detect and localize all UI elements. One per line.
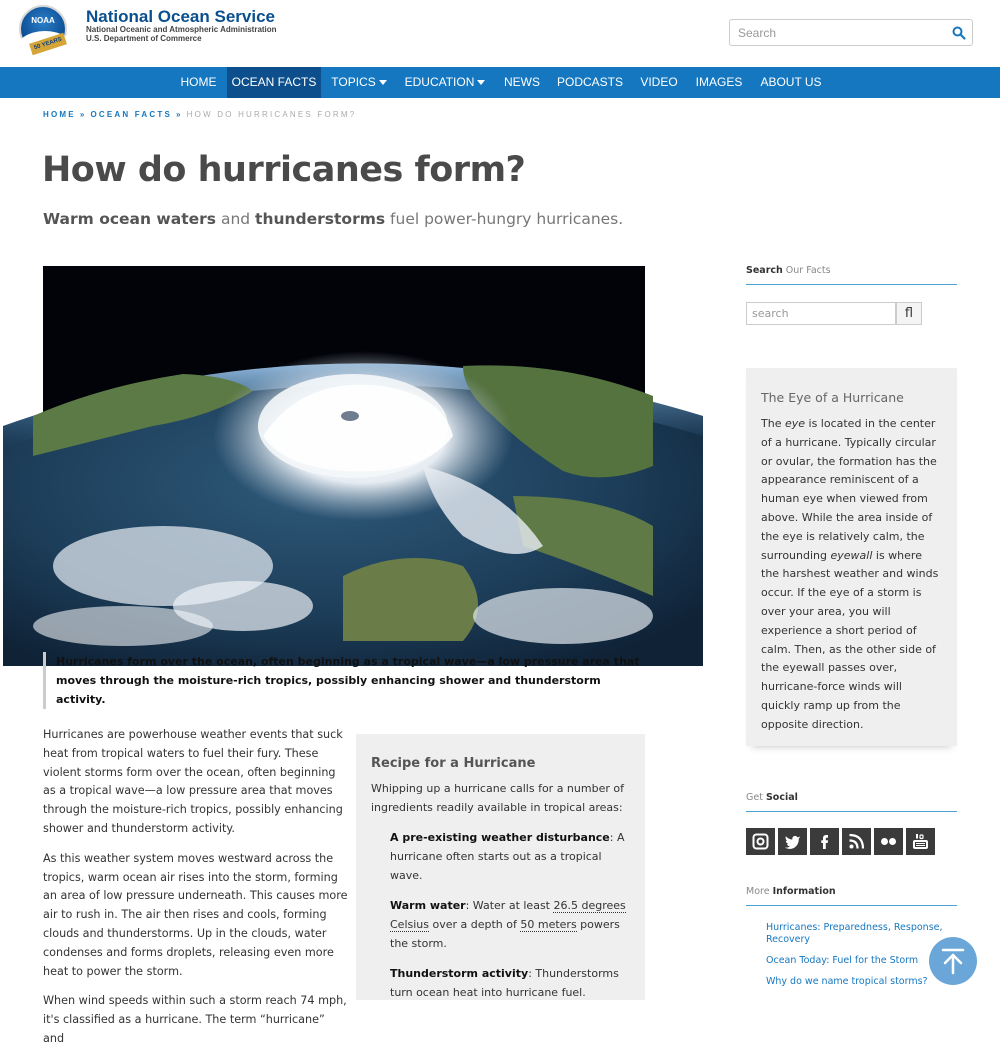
search-icon[interactable] bbox=[952, 26, 966, 40]
nav-podcasts[interactable] bbox=[553, 67, 627, 98]
divider bbox=[746, 905, 957, 906]
flickr-icon[interactable] bbox=[874, 828, 903, 855]
nav-video-label: VIDEO bbox=[640, 75, 678, 89]
breadcrumb-separator: » bbox=[79, 110, 87, 119]
chevron-down-icon bbox=[477, 80, 485, 85]
hurricane-satellite-image bbox=[43, 266, 645, 641]
eye-term: eye bbox=[784, 417, 806, 430]
eye-box-text bbox=[761, 415, 942, 735]
recipe-item-label: Thunderstorm activity bbox=[390, 967, 529, 980]
eye-text-part: The bbox=[761, 417, 785, 430]
facebook-icon[interactable] bbox=[810, 828, 839, 855]
breadcrumb-home[interactable]: HOME bbox=[43, 110, 76, 119]
logo-ribbon: 50 YEARS bbox=[29, 33, 67, 56]
eye-text-part: is where the harshest weather and winds occur. If the eye of a storm is over your area, you will experience a short period of calm. Then, as the other side of the eyewall passes over, hurricane-force winds will quickly ramp up from the opposite direction. bbox=[761, 548, 939, 731]
nav-home[interactable] bbox=[170, 67, 227, 98]
nav-topics[interactable] bbox=[325, 67, 393, 98]
nav-about-us-label: ABOUT US bbox=[760, 75, 822, 89]
site-header bbox=[0, 0, 1000, 67]
nav-news[interactable] bbox=[497, 67, 547, 98]
article-paragraph-1: Hurricanes are powerhouse weather events that suck heat from tropical waters to fuel their fury. These violent storms form over the ocean, often beginning as a tropical wave—a low pressure area that moves through the moisture-rich tropics, possibly enhancing shower and thunderstorm activity. bbox=[43, 728, 343, 835]
twitter-icon[interactable] bbox=[778, 828, 807, 855]
org-subtitle-noaa: National Oceanic and Atmospheric Administration bbox=[86, 25, 277, 34]
nav-education[interactable] bbox=[400, 67, 490, 98]
divider bbox=[746, 284, 957, 285]
article-paragraph-2: As this weather system moves westward across the tropics, warm ocean air rises into the storm, forming an area of low pressure underneath. This causes more air to rush in. The air then rises and cools, forming clouds and thunderstorms. Up in the clouds, water condenses and forms droplets, releasing even more heat to power the storm. bbox=[43, 851, 348, 978]
page-title: How do hurricanes form? bbox=[42, 150, 526, 190]
page-subtitle bbox=[43, 210, 623, 228]
link-name-tropical-storms[interactable]: Why do we name tropical storms? bbox=[766, 976, 928, 987]
recipe-title: Recipe for a Hurricane bbox=[371, 756, 536, 771]
breadcrumb bbox=[43, 110, 356, 119]
nav-news-label: NEWS bbox=[504, 75, 540, 89]
instagram-icon[interactable] bbox=[746, 828, 775, 855]
glossary-term-meters[interactable]: 50 meters bbox=[520, 918, 577, 931]
back-to-top-button[interactable] bbox=[929, 937, 977, 985]
search-facts-label-text: Our Facts bbox=[782, 265, 831, 276]
org-subtitle-commerce: U.S. Department of Commerce bbox=[86, 34, 202, 43]
recipe-item-thunderstorm bbox=[390, 964, 630, 1002]
eyewall-term: eyewall bbox=[830, 548, 873, 562]
more-information-label-bold: Information bbox=[772, 886, 836, 897]
link-fuel-for-the-storm[interactable]: Ocean Today: Fuel for the Storm bbox=[766, 955, 919, 966]
article-body bbox=[43, 726, 348, 1060]
subtitle-bold-2: thunderstorms bbox=[255, 210, 386, 228]
recipe-item-text: : Thunderstorms turn ocean heat into hurricane fuel. bbox=[390, 967, 619, 999]
link-hurricanes-preparedness[interactable]: Hurricanes: Preparedness, Response, Recovery bbox=[766, 922, 943, 945]
eye-text-part: is located in the center of a hurricane. Typically circular or ovular, the formation has the appearance reminiscent of a human eye when viewed from above. While the area inside of the eye is relatively calm, the surrounding bbox=[761, 417, 937, 562]
glossary-term-celsius[interactable]: 26.5 degrees Celsius bbox=[390, 899, 626, 931]
recipe-item-text: powers the storm. bbox=[390, 918, 620, 950]
arrow-up-icon bbox=[929, 937, 977, 985]
nav-education-label: EDUCATION bbox=[404, 75, 475, 89]
get-social-label bbox=[746, 792, 798, 803]
recipe-item-disturbance bbox=[390, 828, 630, 885]
eye-box-title: The Eye of a Hurricane bbox=[761, 390, 904, 405]
header-search-input[interactable] bbox=[731, 21, 941, 44]
chevron-down-icon bbox=[379, 80, 387, 85]
get-social-label-text: Get bbox=[746, 792, 766, 803]
main-nav bbox=[0, 67, 1000, 98]
breadcrumb-current: HOW DO HURRICANES FORM? bbox=[186, 110, 357, 119]
breadcrumb-separator: » bbox=[176, 110, 183, 119]
article-paragraph-3: When wind speeds within such a storm reach 74 mph, it's classified as a hurricane. The term “hurricane” and bbox=[43, 994, 347, 1045]
facts-search-button[interactable]: fl bbox=[896, 302, 922, 325]
recipe-sidebar-box bbox=[356, 734, 645, 1000]
subtitle-bold-1: Warm ocean waters bbox=[43, 210, 217, 228]
nav-about-us[interactable] bbox=[755, 67, 827, 98]
org-name[interactable]: National Ocean Service bbox=[86, 7, 275, 26]
search-facts-label bbox=[746, 265, 831, 276]
image-caption: Hurricanes form over the ocean, often beginning as a tropical wave—a low pressure area that moves through the moisture-rich tropics, possibly enhancing shower and thunderstorm activity. bbox=[43, 652, 645, 709]
subtitle-text-2: fuel power-hungry hurricanes. bbox=[385, 210, 624, 228]
more-information-label-text: More bbox=[746, 886, 773, 897]
logo-text: NOAA bbox=[31, 16, 55, 25]
nav-images[interactable] bbox=[690, 67, 748, 98]
nav-podcasts-label: PODCASTS bbox=[556, 75, 623, 89]
more-information-label bbox=[746, 886, 836, 897]
recipe-item-text: over a depth of bbox=[429, 918, 521, 931]
nav-home-label: HOME bbox=[180, 75, 217, 89]
recipe-item-warm-water bbox=[390, 896, 630, 953]
recipe-item-text: : A hurricane often starts out as a tropical wave. bbox=[390, 831, 625, 882]
search-facts-label-bold: Search bbox=[746, 265, 783, 276]
nav-topics-label: TOPICS bbox=[331, 75, 376, 89]
nav-images-label: IMAGES bbox=[695, 75, 743, 89]
nav-ocean-facts[interactable] bbox=[227, 67, 321, 98]
eye-of-hurricane-box bbox=[746, 368, 957, 746]
youtube-icon[interactable] bbox=[906, 828, 935, 855]
facts-search-input[interactable] bbox=[746, 302, 896, 325]
get-social-label-bold: Social bbox=[765, 792, 798, 803]
recipe-intro: Whipping up a hurricane calls for a number of ingredients readily available in tropical areas: bbox=[371, 782, 624, 814]
nav-video[interactable] bbox=[634, 67, 684, 98]
recipe-item-text: : Water at least bbox=[465, 899, 554, 912]
subtitle-text-1: and bbox=[216, 210, 256, 228]
header-search bbox=[729, 19, 973, 46]
recipe-item-label: A pre-existing weather disturbance bbox=[390, 831, 610, 844]
breadcrumb-ocean-facts[interactable]: OCEAN FACTS bbox=[90, 110, 173, 119]
rss-icon[interactable] bbox=[842, 828, 871, 855]
recipe-item-label: Warm water bbox=[390, 899, 466, 912]
more-information-links bbox=[766, 922, 956, 997]
nav-ocean-facts-label: OCEAN FACTS bbox=[231, 75, 317, 89]
hurricane-illustration bbox=[43, 266, 645, 641]
divider bbox=[746, 811, 957, 812]
